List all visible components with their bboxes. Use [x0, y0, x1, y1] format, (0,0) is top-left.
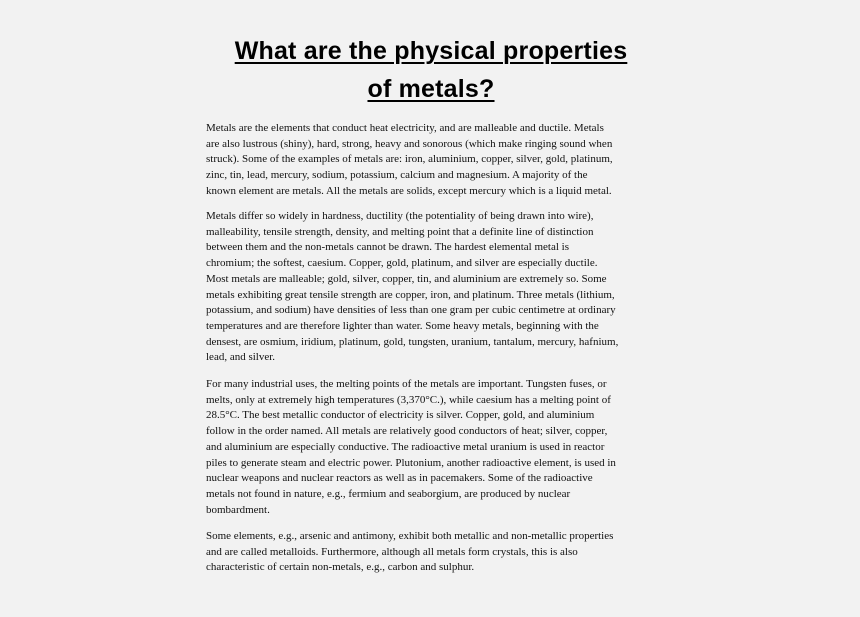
- page-title-line-2: of metals?: [367, 75, 495, 103]
- text-line: zinc, tin, lead, mercury, sodium, potassium, calcium and magnesium. A majority of the: [206, 169, 588, 182]
- text-line: metals not found in nature, e.g., fermium and seaborgium, are produced by nuclear: [206, 487, 571, 500]
- text-line: potassium, and sodium) have densities of less than one gram per cubic centimetre at ordinary: [206, 304, 616, 317]
- paragraph-definition: [206, 121, 658, 200]
- text-line: and aluminium are especially conductive. The radioactive metal uranium is used in reactor: [206, 440, 605, 453]
- text-line: chromium; the softest, caesium. Copper, gold, platinum, and silver are especially ductile.: [206, 257, 598, 270]
- text-line: 28.5°C. The best metallic conductor of electricity is silver. Copper, gold, and aluminium: [206, 409, 595, 422]
- paragraph-metalloids: [206, 529, 658, 576]
- paragraph-melting-points: [206, 377, 658, 518]
- text-line: known element are metals. All the metals are solids, except mercury which is a liquid metal.: [206, 184, 612, 197]
- paragraph-hardness: [206, 209, 658, 366]
- text-line: Some elements, e.g., arsenic and antimony, exhibit both metallic and non-metallic properties: [206, 530, 614, 542]
- text-line: characteristic of certain non-metals, e.g., carbon and sulphur.: [206, 561, 475, 574]
- text-line: Metals differ so widely in hardness, ductility (the potentiality of being drawn into wire),: [206, 210, 594, 222]
- text-line: between them and the non-metals cannot be drawn. The hardest elemental metal is: [206, 241, 569, 254]
- text-line: nuclear weapons and nuclear reactors as well as in pacemakers. Some of the radioactive: [206, 472, 593, 485]
- text-line: malleability, tensile strength, density, and melting point that a definite line of distinction: [206, 225, 594, 238]
- text-line: follow in the order named. All metals are relatively good conductors of heat; silver, copper,: [206, 425, 608, 438]
- text-line: are also lustrous (shiny), hard, strong, heavy and sonorous (which make ringing sound when: [206, 137, 613, 150]
- text-line: lead, and silver.: [206, 351, 276, 364]
- text-line: metals exhibiting great tensile strength are copper, iron, and platinum. Three metals (lithium,: [206, 288, 615, 301]
- text-line: For many industrial uses, the melting points of the metals are important. Tungsten fuses, or: [206, 378, 607, 390]
- text-line: Metals are the elements that conduct heat electricity, and are malleable and ductile. Metals: [206, 122, 604, 134]
- text-line: melts, only at extremely high temperatures (3,370°C.), while caesium has a melting point of: [206, 393, 611, 406]
- text-line: temperatures and are therefore lighter than water. Some heavy metals, beginning with the: [206, 319, 599, 332]
- text-line: piles to generate steam and electric power. Plutonium, another radioactive element, is used in: [206, 456, 616, 469]
- text-line: densest, are osmium, iridium, platinum, gold, tungsten, uranium, tantalum, mercury, hafnium,: [206, 335, 619, 348]
- page-title-line-1: What are the physical properties: [234, 37, 628, 65]
- text-line: Most metals are malleable; gold, silver, copper, tin, and aluminium are extremely so. Some: [206, 272, 607, 285]
- text-line: bombardment.: [206, 503, 270, 516]
- text-line: struck). Some of the examples of metals are: iron, aluminium, copper, silver, gold, platinum,: [206, 153, 613, 166]
- text-line: and are called metalloids. Furthermore, although all metals form crystals, this is also: [206, 545, 578, 558]
